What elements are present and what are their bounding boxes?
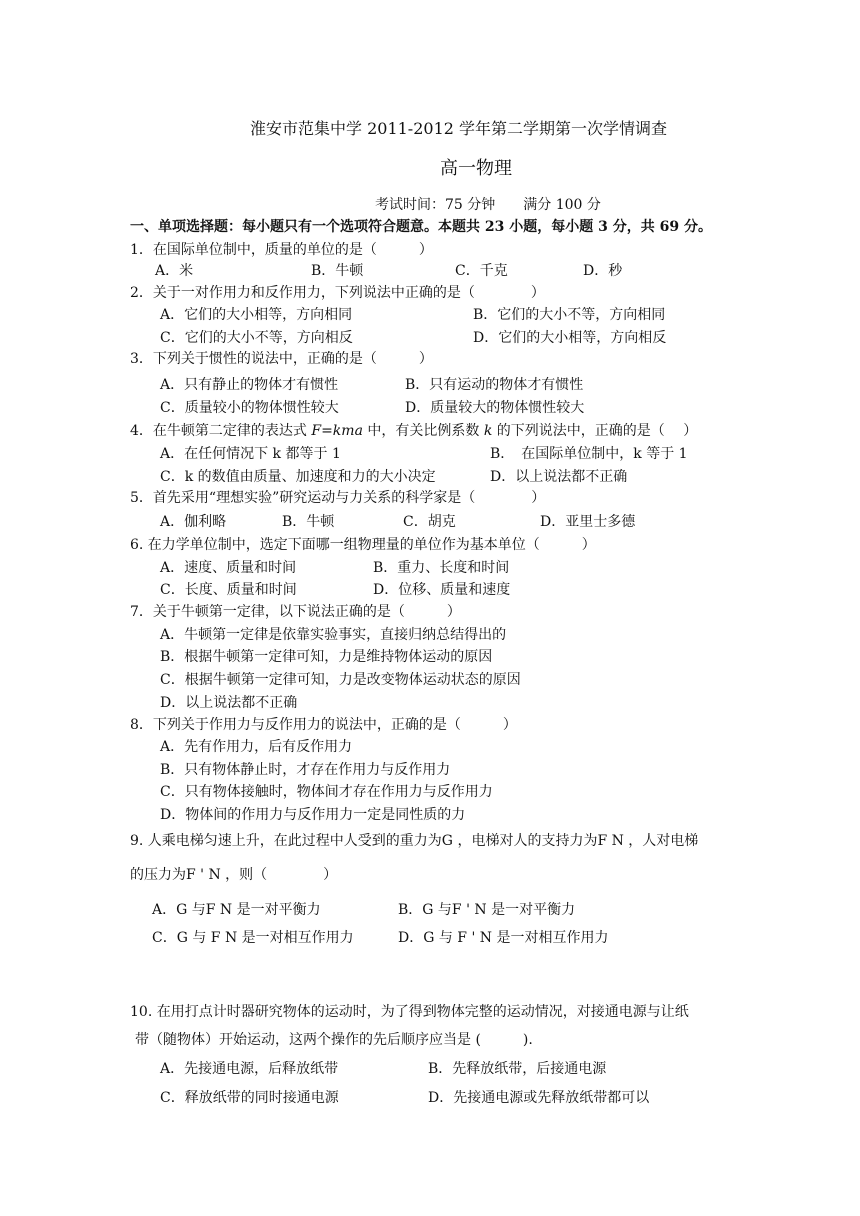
formula: F=kma (311, 423, 363, 439)
option-a: A．只有静止的物体才有惯性 (160, 377, 339, 393)
question-stem: 9. 人乘电梯匀速上升，在此过程中人受到的重力为G ，电梯对人的支持力为F N ，人对电梯 (130, 833, 699, 849)
option-a: A．先接通电源，后释放纸带 (160, 1061, 339, 1077)
option-b: B．只有物体静止时，才存在作用力与反作用力 (160, 762, 451, 778)
option-d: D．以上说法都不正确 (490, 469, 628, 485)
option-c: C．长度、质量和时间 (160, 582, 297, 598)
option-c: C．只有物体接触时，物体间才存在作用力与反作用力 (160, 784, 493, 800)
question-stem-cont: 带（随物体）开始运动，这两个操作的先后顺序应当是 ( ). (135, 1032, 533, 1048)
option-c: C．千克 (455, 263, 508, 279)
option-b: B．先释放纸带，后接通电源 (428, 1061, 607, 1077)
option-a: A．伽利略 (160, 514, 227, 530)
option-a: A．先有作用力，后有反作用力 (160, 739, 353, 755)
option-b: B．G 与F ' N 是一对平衡力 (398, 902, 576, 918)
option-a: A．米 (155, 263, 194, 279)
option-a: A．速度、质量和时间 (160, 560, 297, 576)
subject-title: 高一物理 (440, 158, 512, 179)
section-heading: 一、单项选择题：每小题只有一个选项符合题意。本题共 23 小题，每小题 3 分，共 69 分。 (130, 219, 712, 235)
variable-k: k (483, 423, 493, 439)
option-d: D．G 与 F ' N 是一对相互作用力 (398, 930, 609, 946)
option-d: D．位移、质量和速度 (373, 582, 511, 598)
question-stem: 5．首先采用“理想实验”研究运动与力关系的科学家是（ ） (130, 490, 546, 506)
option-c: C．根据牛顿第一定律可知，力是改变物体运动状态的原因 (160, 672, 521, 688)
option-c: C．胡克 (403, 514, 456, 530)
option-c: C．释放纸带的同时接通电源 (160, 1090, 339, 1106)
option-d: D．质量较大的物体惯性较大 (405, 400, 585, 416)
question-stem: 3．下列关于惯性的说法中，正确的是（ ） (130, 351, 433, 367)
option-c: C．k 的数值由质量、加速度和力的大小决定 (160, 469, 436, 485)
option-d: D．以上说法都不正确 (160, 695, 298, 711)
option-a: A．牛顿第一定律是依靠实验事实，直接归纳总结得出的 (160, 627, 507, 643)
stem-text: 中，有关比例系数 (362, 423, 484, 439)
question-stem: 8．下列关于作用力与反作用力的说法中，正确的是（ ） (130, 717, 517, 733)
exam-info: 考试时间：75 分钟 满分 100 分 (375, 197, 601, 213)
option-d: D．亚里士多德 (540, 514, 636, 530)
option-d: D．物体间的作用力与反作用力一定是同性质的力 (160, 807, 466, 823)
question-stem: 10. 在用打点计时器研究物体的运动时，为了得到物体完整的运动情况，对接通电源与让纸 (130, 1004, 689, 1020)
question-stem-cont: 的压力为F ' N ，则（ ） (130, 867, 338, 883)
question-stem: 7．关于牛顿第一定律，以下说法正确的是（ ） (130, 604, 461, 620)
question-stem: 6. 在力学单位制中，选定下面哪一组物理量的单位作为基本单位（ ） (130, 537, 596, 553)
option-b: B．它们的大小不等，方向相同 (473, 307, 666, 323)
option-d: D．它们的大小相等，方向相反 (473, 330, 667, 346)
option-b: B．重力、长度和时间 (373, 560, 510, 576)
option-d: D．秒 (583, 263, 623, 279)
stem-text: 的下列说法中，正确的是（ ） (492, 423, 698, 439)
option-c: C．质量较小的物体惯性较大 (160, 400, 339, 416)
question-stem: 1．在国际单位制中，质量的单位的是（ ） (130, 242, 433, 258)
option-c: C．G 与 F N 是一对相互作用力 (152, 930, 354, 946)
option-b: B．牛顿 (282, 514, 335, 530)
exam-title: 淮安市范集中学 2011-2012 学年第二学期第一次学情调查 (250, 119, 668, 138)
option-b: B． 在国际单位制中，k 等于 1 (490, 446, 688, 462)
question-stem: 2．关于一对作用力和反作用力，下列说法中正确的是（ ） (130, 285, 545, 301)
stem-text: 4．在牛顿第二定律的表达式 (130, 423, 312, 439)
option-b: B．根据牛顿第一定律可知，力是维持物体运动的原因 (160, 649, 493, 665)
option-a: A．在任何情况下 k 都等于 1 (160, 446, 341, 462)
option-a: A．它们的大小相等，方向相同 (160, 307, 353, 323)
option-b: B．牛顿 (311, 263, 364, 279)
option-a: A．G 与F N 是一对平衡力 (152, 902, 321, 918)
question-stem (130, 422, 697, 440)
option-b: B．只有运动的物体才有惯性 (405, 377, 584, 393)
option-d: D．先接通电源或先释放纸带都可以 (428, 1090, 650, 1106)
option-c: C．它们的大小不等，方向相反 (160, 330, 353, 346)
